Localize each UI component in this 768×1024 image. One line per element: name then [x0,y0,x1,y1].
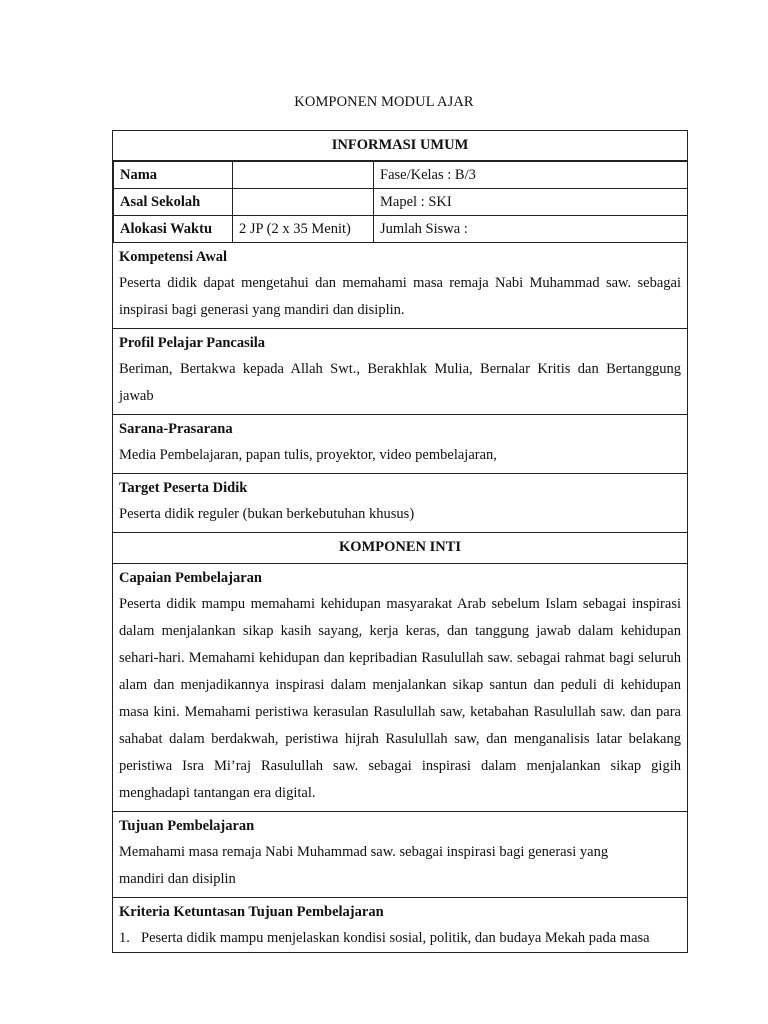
alokasi-waktu-label: Alokasi Waktu [114,216,233,243]
nama-value [233,162,374,189]
kriteria-section [113,898,687,953]
kompetensi-awal-section [113,243,687,329]
list-item [119,925,681,952]
mapel: Mapel : SKI [374,189,688,216]
asal-sekolah-value [233,189,374,216]
section-body-line-2: mandiri dan disiplin [119,871,236,887]
target-peserta-section [113,474,687,533]
asal-sekolah-label: Asal Sekolah [114,189,233,216]
table-row [114,162,688,189]
jumlah-siswa: Jumlah Siswa : [374,216,688,243]
tujuan-section [113,812,687,898]
section-body: Peserta didik dapat mengetahui dan memahami masa remaja Nabi Muhammad saw. sebagai inspirasi bagi generasi yang mandiri dan disiplin. [119,275,681,318]
nama-label: Nama [114,162,233,189]
section-body: Peserta didik mampu memahami kehidupan masyarakat Arab sebelum Islam sebagai inspirasi dalam menjalankan sikap kasih sayang, kerja keras, dan tanggung jawab dalam kehidupan sehari-hari. Memahami kehidupan dan kepribadian Rasulullah saw. sebagai rahmat bagi seluruh alam dan menjadikannya inspirasi dalam menjalankan sikap santun dan peduli di kehidupan masa kini. Memahami peristiwa kerasulan Rasulullah saw, ketabahan Rasulullah saw. dan para sahabat dalam berdakwah, peristiwa hijrah Rasulullah saw, dan menganalisis latar belakang peristiwa Isra Mi’raj Rasulullah saw. sebagai inspirasi dalam menjalankan sikap gigih menghadapi tantangan era digital. [119,596,681,801]
section-body-line-1: Memahami masa remaja Nabi Muhammad saw. sebagai inspirasi bagi generasi yang [119,844,609,860]
fase-kelas: Fase/Kelas : B/3 [374,162,688,189]
section-body: Media Pembelajaran, papan tulis, proyektor, video pembelajaran, [119,447,497,463]
section-heading: Kriteria Ketuntasan Tujuan Pembelajaran [119,904,384,920]
section-body: Beriman, Bertakwa kepada Allah Swt., Berakhlak Mulia, Bernalar Kritis dan Bertanggung jawab [119,361,681,404]
section-heading: Capaian Pembelajaran [119,570,262,586]
section-body: Peserta didik reguler (bukan berkebutuhan khusus) [119,506,415,522]
section-heading: Kompetensi Awal [119,249,228,265]
informasi-umum-table [113,161,688,243]
document-title: KOMPONEN MODUL AJAR [294,94,474,110]
section-heading: Sarana-Prasarana [119,421,233,437]
section-heading: Tujuan Pembelajaran [119,818,255,834]
informasi-umum-heading: INFORMASI UMUM [113,131,687,161]
capaian-section [113,564,687,812]
list-text: Peserta didik mampu menjelaskan kondisi sosial, politik, dan budaya Mekah pada masa [141,930,650,946]
list-number: 1. [119,930,130,946]
table-row [114,216,688,243]
section-heading: Target Peserta Didik [119,480,248,496]
section-heading: Profil Pelajar Pancasila [119,335,266,351]
module-table [112,130,688,953]
komponen-inti-heading: KOMPONEN INTI [113,533,687,564]
table-row [114,189,688,216]
profil-pelajar-section [113,329,687,415]
sarana-prasarana-section [113,415,687,474]
alokasi-waktu-value: 2 JP (2 x 35 Menit) [233,216,374,243]
